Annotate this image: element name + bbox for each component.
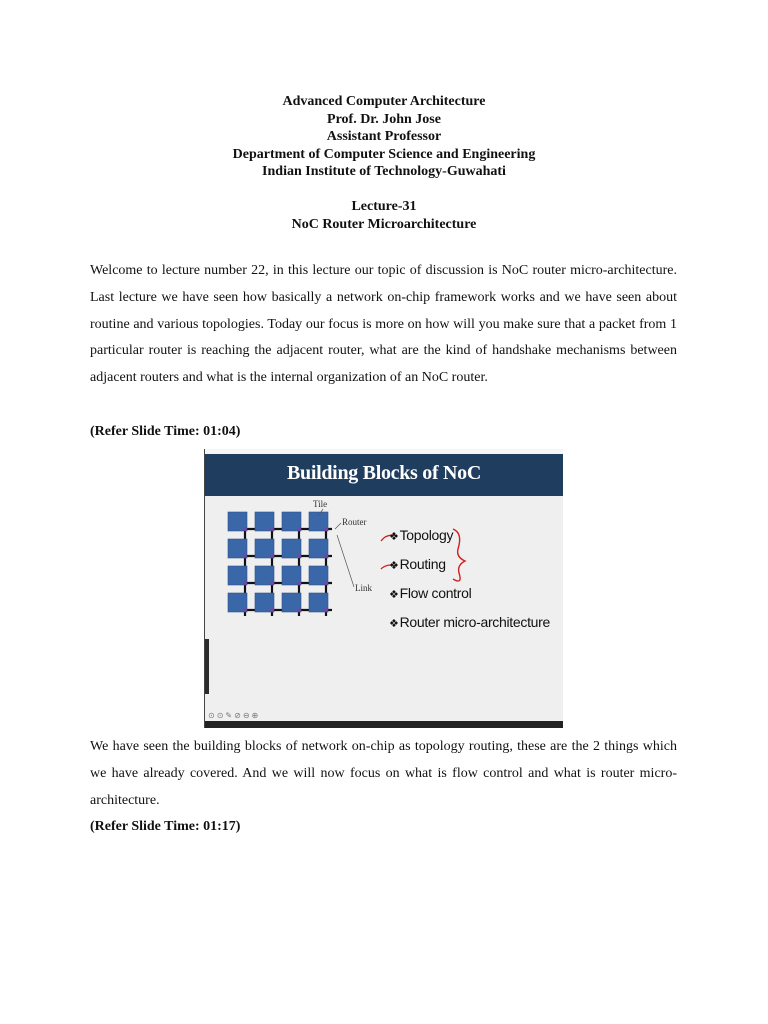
- router-node: [297, 581, 301, 585]
- router-label: Router: [342, 517, 367, 527]
- red-brace-mark: [453, 529, 465, 581]
- router-node: [270, 581, 274, 585]
- router-node: [297, 527, 301, 531]
- annotation-marks: [319, 509, 465, 587]
- bullet-flow-control: [389, 585, 471, 601]
- router-node: [243, 527, 247, 531]
- bullet-marker-icon: ❖: [389, 618, 399, 630]
- slide-left-edge: [205, 639, 209, 694]
- router-node: [324, 554, 328, 558]
- router-node: [243, 554, 247, 558]
- router-node: [324, 527, 328, 531]
- bullet-routing: [389, 556, 446, 572]
- course-title: Advanced Computer Architecture: [282, 94, 486, 109]
- noc-mesh-diagram: [205, 449, 563, 728]
- bullet-text: Router micro-architecture: [399, 614, 551, 630]
- department-name: Department of Computer Science and Engineering: [232, 146, 536, 162]
- bullet-text: Flow control: [399, 585, 472, 601]
- slide-title: Building Blocks of NoC: [286, 462, 481, 484]
- router-node: [243, 581, 247, 585]
- paragraph-building-blocks: We have seen the building blocks of network on-chip as topology routing, these are the 2 things which we have already covered. And we will now focus on what is flow control and what is router micro-architecture.: [90, 739, 677, 808]
- router-node: [270, 527, 274, 531]
- bullet-router-micro-architecture: [389, 614, 550, 630]
- tile-label: Tile: [313, 499, 328, 509]
- bullet-text: Routing: [399, 556, 446, 572]
- slide-player-controls: ⊙⊙✎⊘⊖⊕: [208, 711, 261, 720]
- slide-bottom-bar: [205, 721, 563, 728]
- refer-slide-time-2: (Refer Slide Time: 01:17): [90, 819, 241, 834]
- institute-name: Indian Institute of Technology-Guwahati: [262, 164, 506, 180]
- bullet-text: Topology: [399, 527, 454, 543]
- document-header: [0, 93, 768, 233]
- paragraph-intro: Welcome to lecture number 22, in this lecture our topic of discussion is NoC router micro-architecture. Last lecture we have seen how basically a network on-chip framework works and we have seen about routine and various topologies. Today our focus is more on how will you make sure that a packet from 1 particular router is reaching the adjacent router, what are the kind of handshake mechanisms between adjacent routers and what is the internal organization of an NoC router.: [90, 263, 677, 386]
- router-node: [270, 554, 274, 558]
- link-label: Link: [355, 583, 372, 593]
- slide-image: [204, 449, 563, 728]
- lecture-number: Lecture-31: [351, 198, 417, 214]
- header-gap: [0, 181, 768, 198]
- refer-slide-time-1: (Refer Slide Time: 01:04): [90, 424, 241, 439]
- router-node: [324, 581, 328, 585]
- bullet-marker-icon: ❖: [389, 531, 399, 543]
- lecture-topic: NoC Router Microarchitecture: [291, 216, 477, 232]
- noc-mesh: [228, 512, 332, 616]
- link-pointer-line: [337, 535, 354, 587]
- professor-position: Assistant Professor: [326, 129, 442, 145]
- router-pointer-line: [335, 523, 341, 529]
- router-node: [297, 554, 301, 558]
- router-node: [243, 608, 247, 612]
- bullet-marker-icon: ❖: [389, 560, 399, 572]
- router-node: [297, 608, 301, 612]
- router-node: [270, 608, 274, 612]
- bullet-marker-icon: ❖: [389, 589, 399, 601]
- professor-name: Prof. Dr. John Jose: [327, 111, 441, 127]
- router-node: [324, 608, 328, 612]
- bullet-topology: [389, 527, 453, 543]
